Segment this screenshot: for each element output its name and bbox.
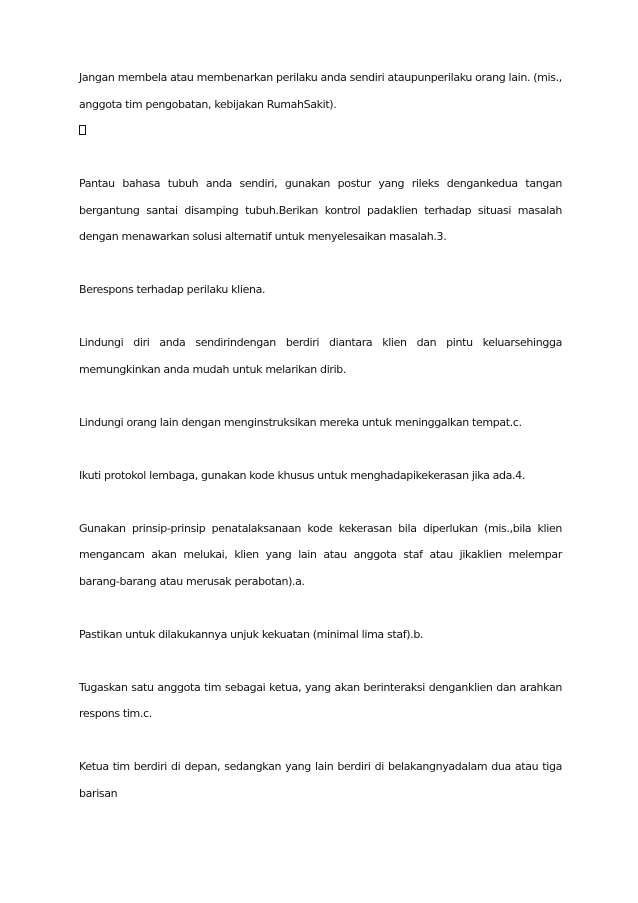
paragraph-gap (79, 145, 562, 172)
missing-glyph-icon (79, 125, 86, 135)
paragraph-4: Lindungi diri anda sendirindengan berdiri diantara klien dan pintu keluarsehingga memungkinkan anda mudah untuk melarikan dirib. (79, 336, 562, 376)
paragraph-gap (79, 648, 562, 675)
paragraph-3: Berespons terhadap perilaku kliena. (79, 283, 266, 296)
paragraph-gap (79, 595, 562, 622)
paragraph-1: Jangan membela atau membenarkan perilaku anda sendiri ataupunperilaku orang lain. (mis., anggota tim pengobatan, kebijakan RumahSakit). (79, 71, 562, 111)
paragraph-5: Lindungi orang lain dengan menginstruksikan mereka untuk meninggalkan tempat.c. (79, 415, 522, 429)
paragraph-gap (79, 728, 562, 755)
paragraph-10: Ketua tim berdiri di depan, sedangkan yang lain berdiri di belakangnyadalam dua atau tiga barisan (79, 760, 562, 800)
paragraph-7: Gunakan prinsip-prinsip penatalaksanaan kode kekerasan bila diperlukan (mis.,bila klien mengancam akan melukai, klien yang lain atau anggota staf atau jikaklien melempar barang-barang atau merusak perabotan).a. (79, 521, 562, 588)
paragraph-gap (79, 489, 562, 516)
paragraph-gap (79, 383, 562, 410)
paragraph-8: Pastikan untuk dilakukannya unjuk kekuatan (minimal lima staf).b. (79, 627, 424, 641)
paragraph-9: Tugaskan satu anggota tim sebagai ketua, yang akan berinteraksi denganklien dan arahkan respons tim.c. (79, 680, 562, 720)
paragraph-6: Ikuti protokol lembaga, gunakan kode khusus untuk menghadapikekerasan jika ada.4. (79, 468, 525, 482)
paragraph-2: Pantau bahasa tubuh anda sendiri, gunakan postur yang rileks dengankedua tangan bergantung santai disamping tubuh.Berikan kontrol padaklien terhadap situasi masalah dengan menawarkan solusi alternatif untuk menyelesaikan masalah.3. (79, 177, 562, 243)
placeholder-glyph-line (79, 118, 562, 145)
paragraph-gap (79, 436, 562, 463)
paragraph-gap (79, 251, 562, 278)
document-body (79, 65, 562, 807)
paragraph-gap (79, 304, 562, 331)
